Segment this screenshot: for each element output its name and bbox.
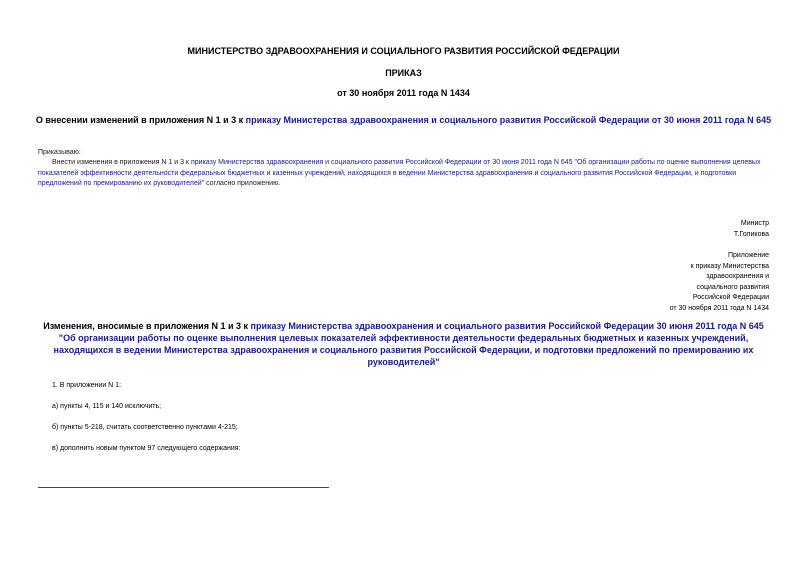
title-prefix: О внесении изменений в приложения N 1 и 3 к — [35, 115, 246, 125]
changes-heading — [36, 320, 771, 368]
changes-link[interactable]: приказу Министерства здравоохранения и социального развития Российской Федерации 30 июня 2011 года N 645 "Об организации работы по оценке выполнения целевых показателей эффективности деятельности федеральных бюджетных и казенных учреждений, находящихся в ведении Министерства здравоохранения и социального развития Российской Федерации, и подготовки предложений по премированию их руководителей" — [53, 321, 764, 367]
signature-name: Т.Голикова — [733, 230, 769, 238]
signature-position: Министр — [740, 220, 769, 227]
changes-prefix: Изменения, вносимые в приложения N 1 и 3 к — [43, 321, 251, 331]
document-title — [0, 115, 807, 125]
appendix-line: социального развития — [696, 283, 769, 291]
appendix-line: от 30 ноября 2011 года N 1434 — [669, 304, 769, 312]
appendix-line: Приложение — [727, 252, 769, 259]
date-number-heading: от 30 ноября 2011 года N 1434 — [337, 88, 470, 98]
list-item: в) дополнить новым пунктом 97 следующего содержания: — [52, 445, 241, 452]
appendix-line: Российской Федерации — [692, 294, 769, 301]
doc-type-heading: ПРИКАЗ — [385, 68, 422, 78]
list-item: 1. В приложении N 1: — [52, 382, 122, 389]
order-text-prefix: Внести изменения в приложения N 1 и 3 к — [52, 159, 191, 166]
appendix-line: к приказу Министерства — [690, 262, 769, 270]
order-text-suffix: согласно приложению. — [204, 180, 281, 187]
appendix-line: здравоохранения и — [706, 273, 769, 280]
order-label: Приказываю: — [38, 149, 81, 156]
signature-block — [734, 219, 769, 240]
title-link[interactable]: приказу Министерства здравоохранения и социального развития Российской Федерации от 30 июня 2011 года N 645 — [245, 115, 772, 125]
footnote-separator — [38, 487, 329, 488]
list-item: а) пункты 4, 115 и 140 исключить; — [52, 403, 162, 410]
order-paragraph — [38, 158, 771, 190]
list-item: б) пункты 5-218, считать соответственно пунктами 4-215; — [52, 424, 238, 431]
appendix-reference — [670, 251, 769, 314]
order-text-link[interactable]: приказу Министерства здравоохранения и социального развития Российской Федерации от 30 июня 2011 года N 645 "Об организации работы по оценке выполнения целевых показателей эффективности деятельности федеральных бюджетных и казенных учреждений, находящихся в ведении Министерства здравоохранения и социального развития Российской Федерации, и подготовки предложений по премированию их руководителей" — [38, 159, 761, 187]
ministry-heading: МИНИСТЕРСТВО ЗДРАВООХРАНЕНИЯ И СОЦИАЛЬНОГО РАЗВИТИЯ РОССИЙСКОЙ ФЕДЕРАЦИИ — [187, 46, 620, 56]
